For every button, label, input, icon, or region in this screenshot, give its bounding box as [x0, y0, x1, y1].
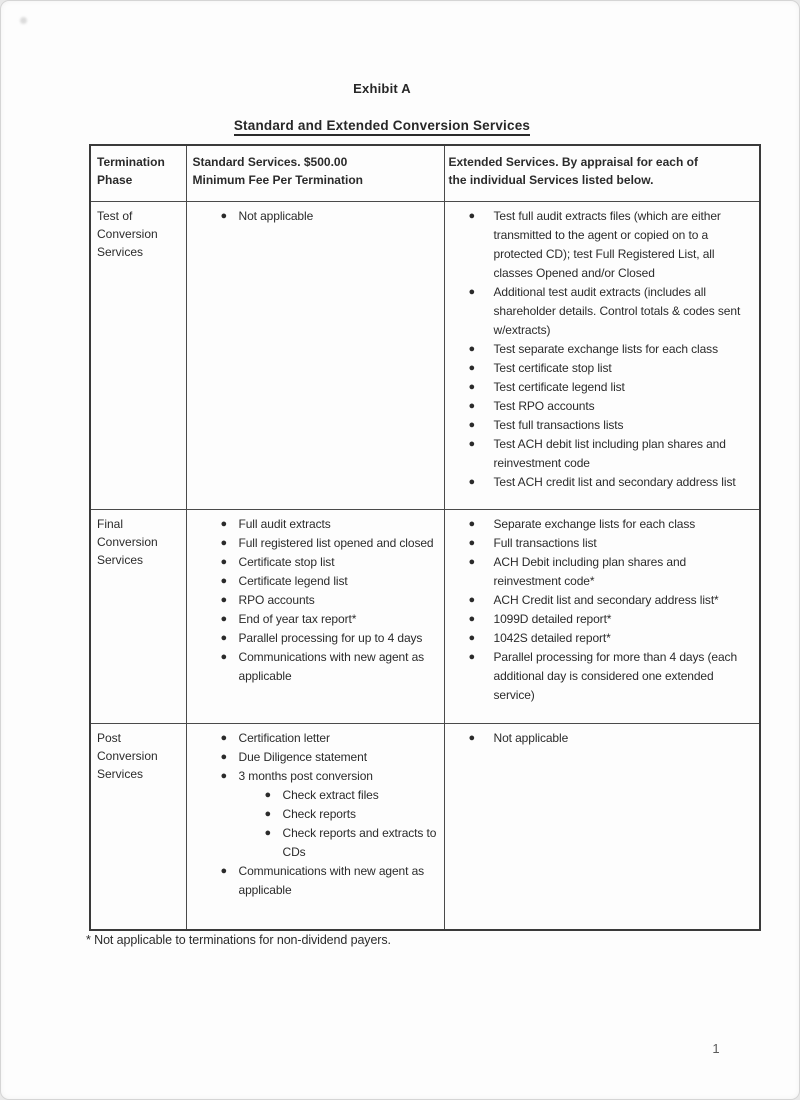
list-item: ● Test certificate stop list [469, 359, 754, 378]
list-item: ● Certificate legend list [221, 572, 438, 591]
page-number: 1 [712, 1041, 720, 1056]
bullet-icon: ● [468, 438, 476, 450]
phase-cell: Final Conversion Services [90, 510, 186, 724]
bullet-icon: ● [468, 613, 476, 625]
list-item: ● Communications with new agent as applicable [220, 650, 425, 683]
header-termination-phase: Termination Phase [90, 145, 186, 202]
list-item: ● Parallel processing for more than 4 days (each additional day is considered one extended service) [468, 650, 738, 702]
list-item: ● Test separate exchange lists for each class [469, 340, 754, 359]
list-item: ● Test full transactions lists [469, 416, 754, 435]
sub-list-item: ● Check extract files [265, 786, 438, 805]
scan-artifact [20, 17, 27, 24]
list-item: ● Test RPO accounts [469, 397, 754, 416]
bullet-icon: ● [468, 419, 476, 431]
list-item: ● 3 months post conversion [221, 767, 438, 786]
list-item: ● Test full audit extracts files (which are either transmitted to the agent or copied on to a protected CD); test Full Registered List, all classes Opened and/or Closed [468, 209, 721, 280]
table-row-final-conversion [90, 510, 760, 724]
bullet-icon: ● [220, 518, 228, 530]
list-item: ● Full registered list opened and closed [221, 534, 438, 553]
header-standard-line2: Minimum Fee Per Termination [192, 173, 363, 187]
header-standard-services [186, 145, 444, 202]
list-item: ● Full audit extracts [221, 515, 438, 534]
footnote: * Not applicable to terminations for non-dividend payers. [86, 933, 391, 947]
exhibit-label: Exhibit A [353, 81, 411, 96]
bullet-icon: ● [220, 537, 228, 549]
bullet-icon: ● [220, 651, 228, 663]
list-item: ● Certification letter [221, 729, 438, 748]
standard-services-cell [186, 202, 444, 510]
list-item: ● Communications with new agent as applicable [220, 864, 425, 897]
header-extended-services [444, 145, 760, 202]
bullet-icon: ● [220, 865, 228, 877]
list-item: ● 1099D detailed report* [469, 610, 754, 629]
bullet-icon: ● [468, 381, 476, 393]
bullet-icon: ● [220, 575, 228, 587]
bullet-icon: ● [220, 594, 228, 606]
bullet-icon: ● [468, 210, 476, 222]
services-table [89, 144, 761, 931]
standard-services-cell [186, 724, 444, 931]
list-item: ● 1042S detailed report* [469, 629, 754, 648]
header-extended-line2: the individual Services listed below. [448, 173, 654, 187]
list-item: ● Certificate stop list [221, 553, 438, 572]
bullet-icon: ● [264, 789, 272, 801]
bullet-icon: ● [468, 556, 476, 568]
bullet-icon: ● [468, 651, 476, 663]
bullet-icon: ● [220, 556, 228, 568]
list-item: ● Additional test audit extracts (includes all shareholder details. Control totals & codes sent w/extracts) [468, 285, 741, 337]
list-item: ● Full transactions list [469, 534, 754, 553]
list-item: ● RPO accounts [221, 591, 438, 610]
list-item: ● End of year tax report* [221, 610, 438, 629]
bullet-icon: ● [468, 400, 476, 412]
bullet-icon: ● [468, 343, 476, 355]
header-extended-line1: Extended Services. By appraisal for each of [448, 155, 698, 169]
extended-services-cell [444, 724, 760, 931]
list-item: ● Test ACH credit list and secondary address list [469, 473, 754, 492]
extended-services-cell [444, 202, 760, 510]
bullet-icon: ● [220, 210, 228, 222]
table-row-post-conversion [90, 724, 760, 931]
header-standard-line1: Standard Services. $500.00 [192, 155, 348, 169]
bullet-icon: ● [220, 751, 228, 763]
list-item: ● Not applicable [469, 729, 754, 748]
phase-cell: Post Conversion Services [90, 724, 186, 931]
list-item: ● Not applicable [221, 207, 438, 226]
bullet-icon: ● [264, 808, 272, 820]
bullet-icon: ● [264, 827, 272, 839]
extended-services-cell [444, 510, 760, 724]
bullet-icon: ● [468, 518, 476, 530]
bullet-icon: ● [468, 476, 476, 488]
bullet-icon: ● [220, 770, 228, 782]
page-title: Standard and Extended Conversion Services [234, 118, 530, 136]
bullet-icon: ● [468, 362, 476, 374]
list-item: ● Parallel processing for up to 4 days [221, 629, 438, 648]
list-item: ● Test certificate legend list [469, 378, 754, 397]
sub-list-item: ● Check reports [265, 805, 438, 824]
bullet-icon: ● [468, 594, 476, 606]
table-header-row [90, 145, 760, 202]
bullet-icon: ● [220, 732, 228, 744]
standard-services-cell [186, 510, 444, 724]
table-row-test-conversion [90, 202, 760, 510]
phase-cell: Test of Conversion Services [90, 202, 186, 510]
document-header [1, 81, 763, 136]
list-item: ● Due Diligence statement [221, 748, 438, 767]
bullet-icon: ● [220, 632, 228, 644]
bullet-icon: ● [468, 537, 476, 549]
list-item: ● ACH Credit list and secondary address list* [469, 591, 754, 610]
sub-list-item: ● Check reports and extracts to CDs [264, 826, 437, 859]
bullet-icon: ● [468, 286, 476, 298]
list-item: ● Test ACH debit list including plan shares and reinvestment code [468, 437, 726, 470]
list-item: ● Separate exchange lists for each class [469, 515, 754, 534]
bullet-icon: ● [220, 613, 228, 625]
bullet-icon: ● [468, 732, 476, 744]
list-item: ● ACH Debit including plan shares and reinvestment code* [468, 555, 687, 588]
bullet-icon: ● [468, 632, 476, 644]
